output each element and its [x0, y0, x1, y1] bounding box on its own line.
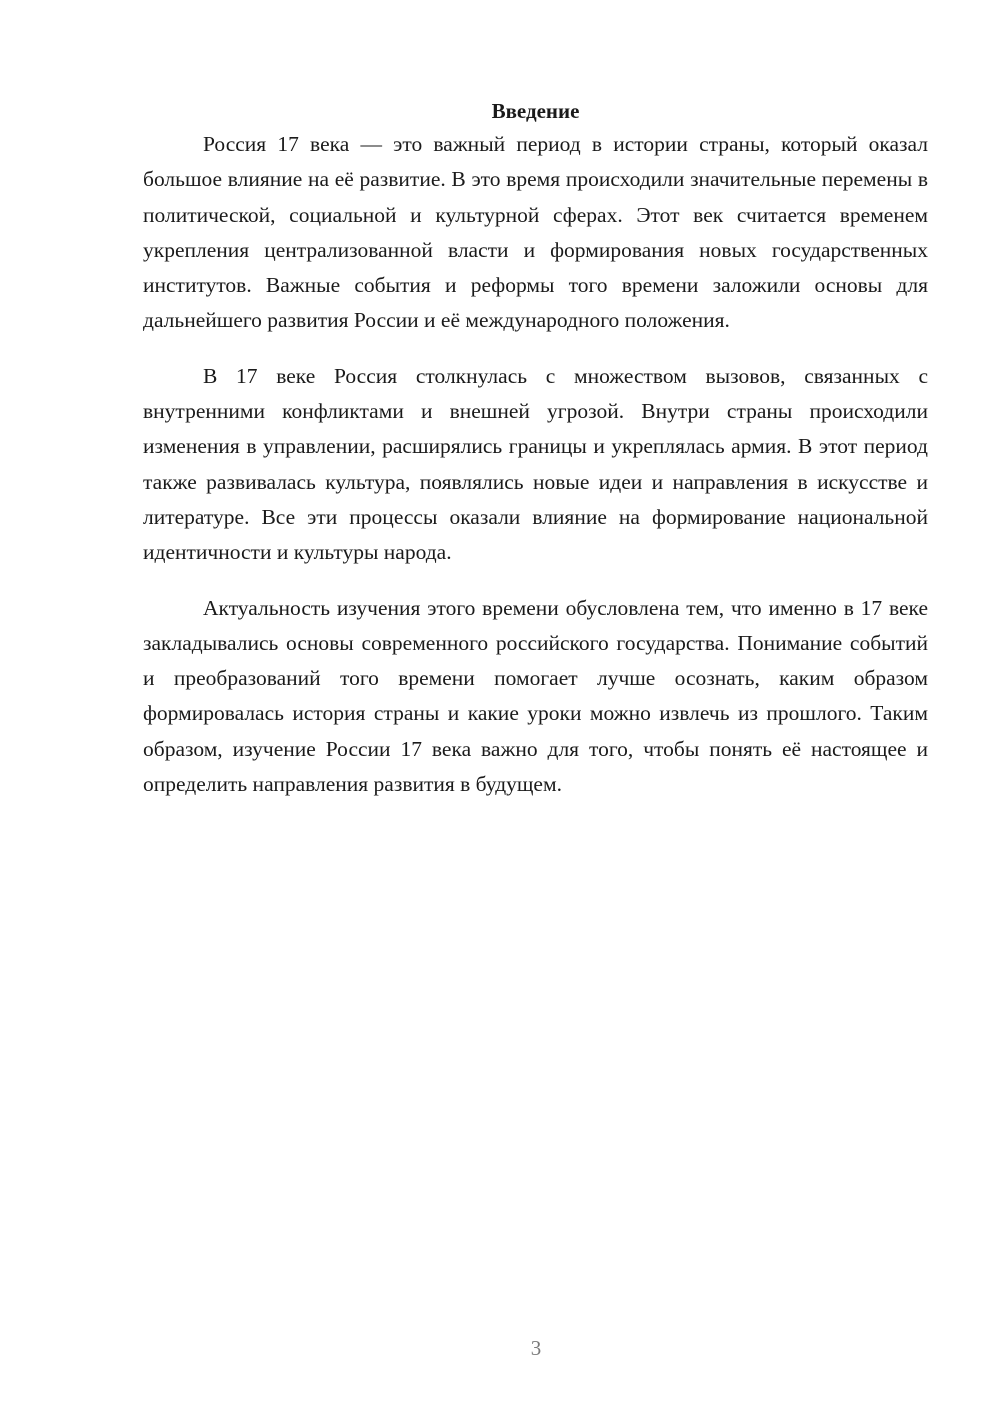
paragraph-1: Россия 17 века — это важный период в истории страны, который оказал большое влияние на её развитие. В это время происходили значительные перемены в политической, социальной и культурной сферах. Этот век считается временем укрепления централизованной власти и формирования новых государственных институтов. Важные события и реформы того времени заложили основы для дальнейшего развития России и её международного положения. [143, 132, 928, 333]
page-number: 3 [530, 1336, 542, 1360]
section-heading: Введение [491, 99, 580, 123]
page-content [143, 95, 928, 822]
paragraph-3: Актуальность изучения этого времени обусловлена тем, что именно в 17 веке закладывались основы современного российского государства. Понимание событий и преобразований того времени помогает лучше осознать, каким образом формировалась история страны и какие уроки можно извлечь из прошлого. Таким образом, изучение России 17 века важно для того, чтобы понять её настоящее и определить направления развития в будущем. [143, 595, 928, 797]
paragraph-2: В 17 веке Россия столкнулась с множеством вызовов, связанных с внутренними конфликтами и внешней угрозой. Внутри страны происходили изменения в управлении, расширялись границы и укреплялась армия. В этот период также развивалась культура, появлялись новые идеи и направления в искусстве и литературе. Все эти процессы оказали влияние на формирование национальной идентичности и культуры народа. [143, 363, 928, 565]
